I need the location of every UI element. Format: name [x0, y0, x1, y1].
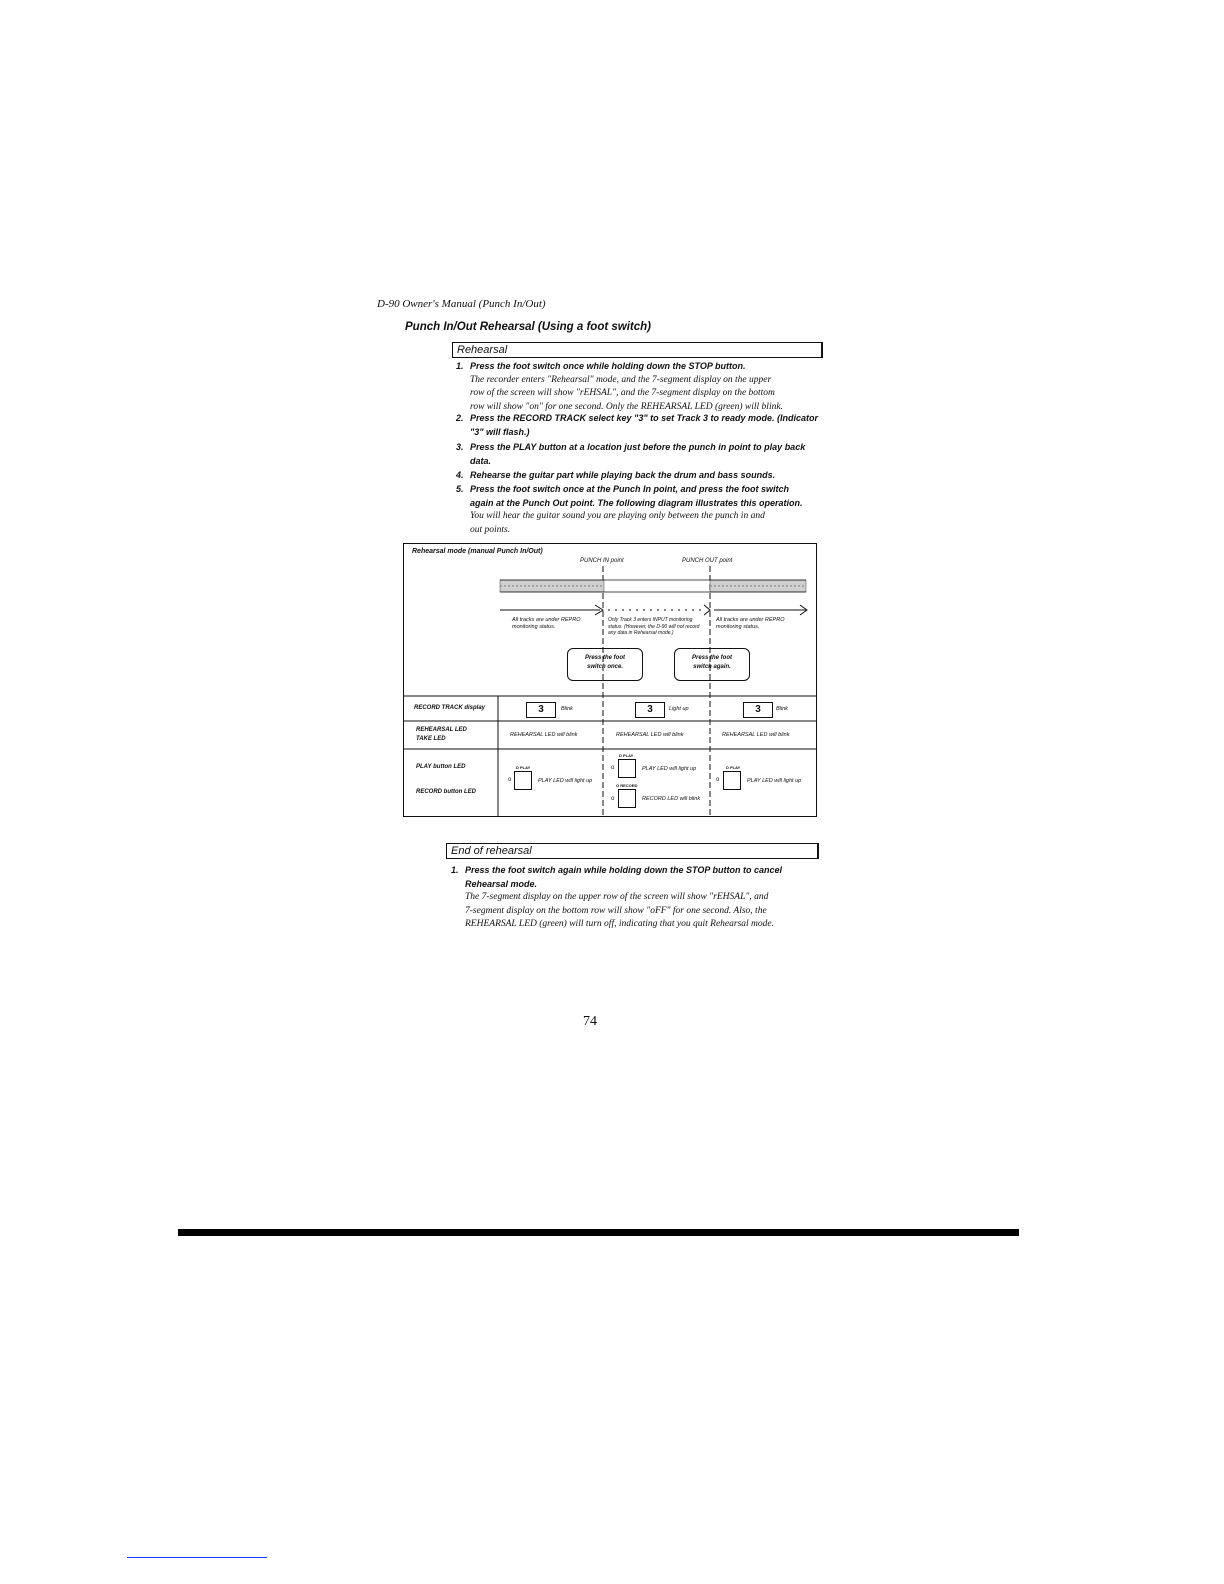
- callout-line: switch once.: [586, 664, 623, 670]
- step-instruction: Press the foot switch once at the Punch In point, and press the foot switch: [470, 484, 790, 494]
- track-number-box: 3: [743, 702, 773, 718]
- step-detail: row will show "on" for one second. Only the REHEARSAL LED (green) will blink.: [470, 401, 783, 412]
- row-label-rehearsal-led: REHEARSAL LED: [416, 727, 467, 733]
- page-number: 74: [583, 1014, 597, 1029]
- track-number-box: 3: [635, 702, 665, 718]
- record-button-icon: [618, 789, 636, 808]
- led-dot-icon: o: [716, 777, 720, 783]
- step-instruction: "3" will flash.): [470, 426, 530, 437]
- step-number: 1.: [456, 361, 464, 371]
- step-detail: The 7-segment display on the upper row of the screen will show "rEHSAL", and: [465, 892, 769, 903]
- rehearsal-heading: Rehearsal: [457, 344, 508, 356]
- rehearsal-heading-box: [452, 342, 823, 358]
- step-number: 5.: [456, 484, 464, 494]
- play-led-text: PLAY LED will light up: [538, 778, 593, 784]
- running-title: D-90 Owner's Manual (Punch In/Out): [377, 298, 546, 310]
- step-number: 3.: [456, 442, 464, 452]
- play-tag: D PLAY: [619, 753, 634, 758]
- callout-punch-out: [674, 648, 750, 681]
- play-button-icon: [514, 771, 532, 790]
- step-detail: REHEARSAL LED (green) will turn off, indicating that you quit Rehearsal mode.: [465, 919, 774, 930]
- callout-line: Press the foot: [584, 655, 625, 661]
- step-instruction: Press the RECORD TRACK select key "3" to set Track 3 to ready mode. (Indicator: [470, 413, 818, 423]
- step-detail: out points.: [470, 524, 511, 535]
- led-dot-icon: o: [611, 765, 615, 771]
- step-number: 4.: [456, 470, 464, 480]
- record-tag: O RECORD: [616, 783, 638, 788]
- row-label-play-led: PLAY button LED: [416, 764, 466, 770]
- step-instruction: Press the foot switch once while holding down the STOP button.: [470, 361, 746, 371]
- track-state: Blink: [561, 706, 573, 712]
- step-instruction: Rehearsal mode.: [465, 878, 538, 889]
- track-state: Blink: [776, 706, 788, 712]
- play-button-icon: [723, 771, 741, 790]
- end-heading: End of rehearsal: [451, 845, 532, 857]
- end-heading-box: [446, 843, 819, 859]
- step-instruction: Rehearse the guitar part while playing back the drum and bass sounds.: [470, 470, 776, 480]
- rehearsal-led-text: REHEARSAL LED will blink: [510, 732, 578, 738]
- step-number: 2.: [456, 413, 464, 423]
- punch-in-label: PUNCH IN point: [580, 558, 624, 564]
- callout-punch-in: [567, 648, 643, 681]
- step-detail: 7-segment display on the bottom row will show "oFF" for one second. Also, the: [465, 905, 767, 916]
- play-tag: D PLAY: [726, 765, 741, 770]
- step-instruction: data.: [470, 455, 492, 466]
- record-led-text: RECORD LED will blink: [642, 796, 701, 802]
- callout-line: Press the foot: [691, 655, 732, 661]
- led-dot-icon: o: [611, 796, 615, 802]
- rehearsal-diagram: [403, 543, 817, 817]
- step-detail: row of the screen will show "rEHSAL", and the 7-segment display on the bottom: [470, 388, 775, 399]
- rehearsal-led-text: REHEARSAL LED will blink: [616, 732, 684, 738]
- section-title: Punch In/Out Rehearsal (Using a foot switch): [405, 321, 651, 333]
- diagram-title: Rehearsal mode (manual Punch In/Out): [412, 548, 543, 555]
- step-instruction: Press the PLAY button at a location just before the punch in point to play back: [470, 442, 806, 452]
- bottom-rule: [178, 1229, 1019, 1236]
- step-detail: The recorder enters "Rehearsal" mode, and the 7-segment display on the upper: [470, 374, 772, 385]
- play-led-text: PLAY LED will light up: [747, 778, 802, 784]
- middle-status-text: Only Track 3 enters INPUT monitoring status. (However, the D-90 will not record any data in Rehearsal mode.): [608, 617, 700, 636]
- row-label-record-led: RECORD button LED: [416, 789, 476, 795]
- punch-out-label: PUNCH OUT point: [682, 558, 733, 564]
- row-label-record-track: RECORD TRACK display: [414, 705, 486, 711]
- callout-line: switch again.: [693, 664, 731, 670]
- step-instruction: Press the foot switch again while holding down the STOP button to cancel: [465, 865, 783, 875]
- play-tag: D PLAY: [516, 765, 531, 770]
- track-number-box: 3: [526, 702, 556, 718]
- play-button-icon: [618, 759, 636, 778]
- step-number: 1.: [451, 865, 459, 875]
- step-detail: You will hear the guitar sound you are playing only between the punch in and: [470, 511, 765, 522]
- link-underline: [127, 1557, 267, 1558]
- track-state: Light up: [669, 706, 689, 712]
- rehearsal-led-text: REHEARSAL LED will blink: [722, 732, 790, 738]
- row-label-take-led: TAKE LED: [416, 736, 446, 742]
- left-status-text: All tracks are under REPRO monitoring status.: [512, 617, 581, 630]
- right-status-text: All tracks are under REPRO monitoring status.: [716, 617, 785, 630]
- step-instruction: again at the Punch Out point. The following diagram illustrates this operation.: [470, 497, 803, 508]
- led-dot-icon: o: [508, 777, 512, 783]
- play-led-text: PLAY LED will light up: [642, 766, 697, 772]
